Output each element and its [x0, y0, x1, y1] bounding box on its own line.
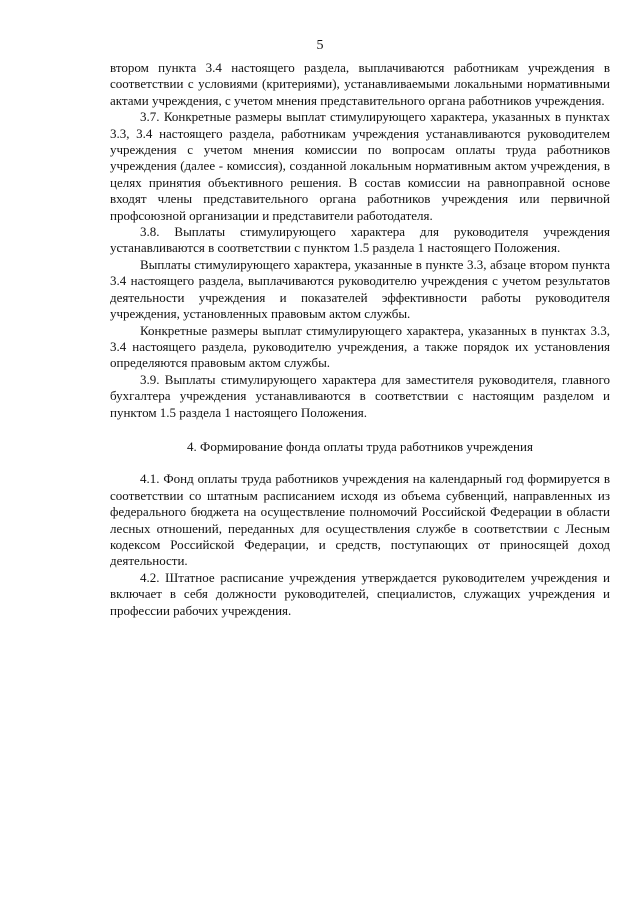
document-body	[110, 60, 610, 619]
paragraph-4-1: 4.1. Фонд оплаты труда работников учреждения на календарный год формируется в соответствии со штатным расписанием исходя из объема субвенций, направленных из федерального бюджета на осуществление полномочий Российской Федерации в области лесных отношений, переданных для осуществления службе в соответствии с Лесным кодексом Российской Федерации, и средств, поступающих от приносящей доход деятельности.	[110, 471, 610, 569]
paragraph-3-9: 3.9. Выплаты стимулирующего характера для заместителя руководителя, главного бухгалтера учреждения устанавливаются в соответствии с настоящим разделом и пунктом 1.5 раздела 1 настоящего Положения.	[110, 371, 610, 420]
paragraph-1: втором пункта 3.4 настоящего раздела, выплачиваются работникам учреждения в соответствии с условиями (критериями), устанавливаемыми локальными нормативными актами учреждения, с учетом мнения представительного органа работников учреждения.	[110, 60, 610, 108]
paragraph-3-8-third: Конкретные размеры выплат стимулирующего характера, указанных в пунктах 3.3, 3.4 настоящего раздела, руководителю учреждения, а также порядок их установления определяются правовым актом службы.	[110, 322, 610, 371]
section-heading: 4. Формирование фонда оплаты труда работников учреждения	[187, 438, 533, 454]
paragraph-3-8-second: Выплаты стимулирующего характера, указанные в пункте 3.3, абзаце втором пункта 3.4 настоящего раздела, выплачиваются руководителю учреждения с учетом результатов деятельности учреждения и показателей эффективности работы руководителя учреждения, установленных правовым актом службы.	[110, 256, 610, 322]
paragraph-3-7: 3.7. Конкретные размеры выплат стимулирующего характера, указанных в пунктах 3.3, 3.4 настоящего раздела, работникам учреждения устанавливаются руководителем учреждения с учетом мнения комиссии по вопросам оплаты труда работников учреждения (далее - комиссия), созданной локальным нормативным актом учреждения, в целях принятия объективного решения. В состав комиссии на равноправной основе входят члены представительного органа работников учреждения или первичной профсоюзной организации и представители работодателя.	[110, 109, 610, 223]
paragraph-3-8: 3.8. Выплаты стимулирующего характера для руководителя учреждения устанавливаются в соответствии с пунктом 1.5 раздела 1 настоящего Положения.	[110, 224, 610, 256]
paragraph-4-2: 4.2. Штатное расписание учреждения утверждается руководителем учреждения и включает в себя должности руководителей, специалистов, служащих учреждения и профессии рабочих учреждения.	[110, 569, 610, 618]
page-number: 5	[316, 38, 324, 53]
